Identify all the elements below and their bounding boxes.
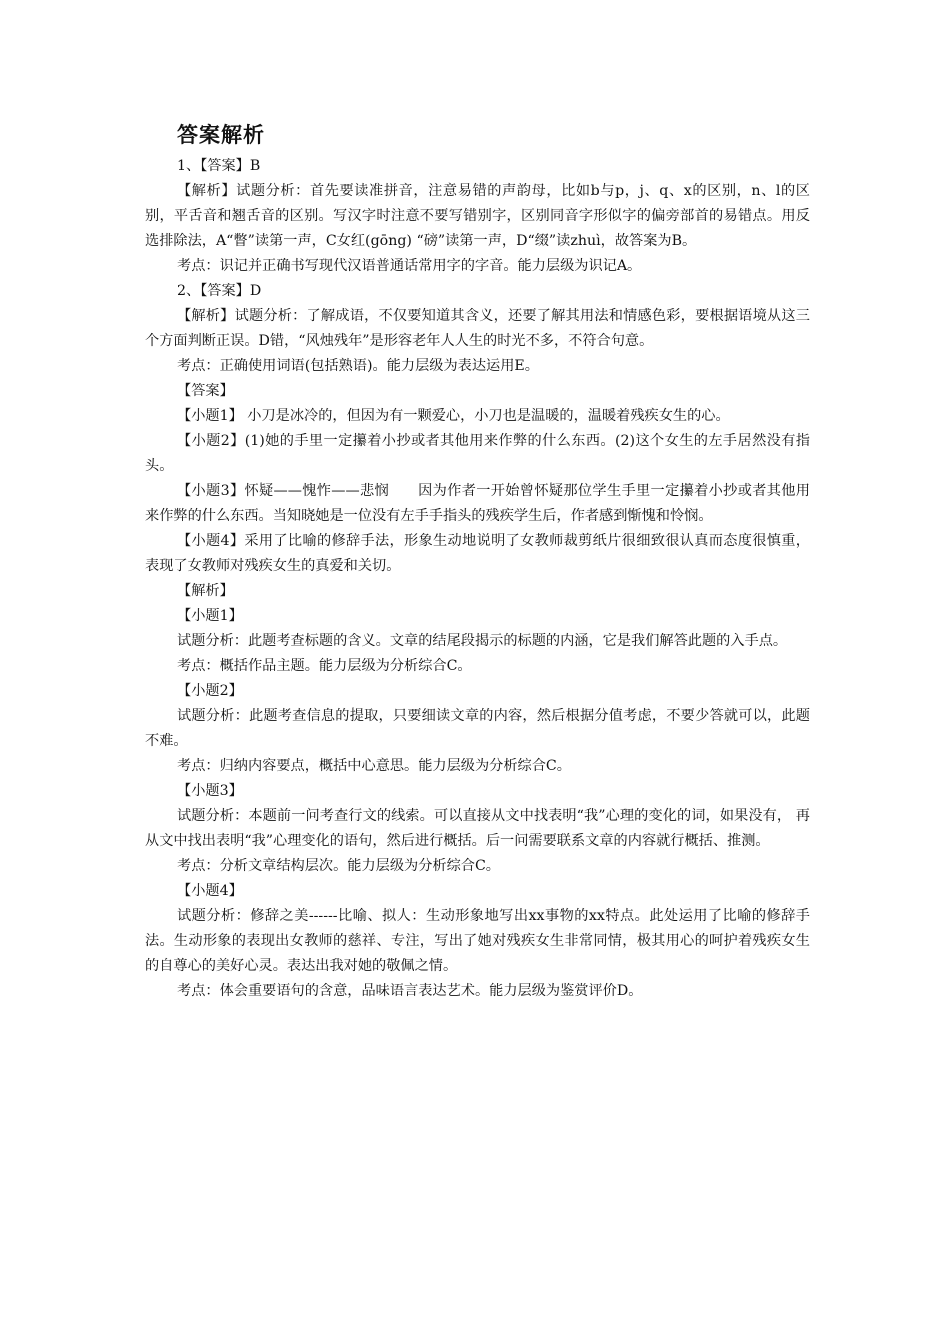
subquestion-3-analysis: 试题分析：本题前一问考查行文的线索。可以直接从文中找表明“我”心理的变化的词，如果没有， 再从文中找出表明“我”心理变化的语句，然后进行概括。后一问需要联系文章的内容就行概括、推测。 (145, 808, 810, 849)
answer-1-kaodian: 考点：识记并正确书写现代汉语普通话常用字的字音。能力层级为识记A。 (177, 258, 642, 274)
subquestion-1-analysis: 试题分析：此题考查标题的含义。文章的结尾段揭示的标题的内涵，它是我们解答此题的入手点。 (177, 633, 788, 649)
subquestion-4-analysis: 试题分析：修辞之美------比喻、拟人：生动形象地写出xx事物的xx特点。此处运用了比喻的修辞手法。生动形象的表现出女教师的慈祥、专注，写出了她对残疾女生非常同情，极其用心的呵护着残疾女生的自尊心的美好心灵。表达出我对她的敬佩之情。 (145, 908, 810, 974)
answer-1-analysis: 【解析】试题分析：首先要读准拼音，注意易错的声韵母，比如b与p，j、q、x的区别，n、l的区别，平舌音和翘舌音的区别。写汉字时注意不要写错别字，区别同音字形似字的偏旁部首的易错点。用反选排除法，A“瞥”读第一声，C女红(gōng) “磅”读第一声，D“缀”读zhuì，故答案为B。 (145, 183, 810, 249)
subquestion-1-kaodian: 考点：概括作品主题。能力层级为分析综合C。 (177, 658, 472, 674)
subquestion-4-heading: 【小题4】 (177, 883, 243, 899)
subquestion-4-answer: 【小题4】采用了比喻的修辞手法，形象生动地说明了女教师裁剪纸片很细致很认真而态度很慎重，表现了女教师对残疾女生的真爱和关切。 (145, 533, 810, 574)
subquestion-2-heading: 【小题2】 (177, 683, 243, 699)
subquestion-2-answer: 【小题2】(1)她的手里一定攥着小抄或者其他用来作弊的什么东西。(2)这个女生的左手居然没有指头。 (145, 433, 810, 474)
analysis-section-heading: 【解析】 (177, 583, 234, 599)
answer-2-kaodian: 考点：正确使用词语(包括熟语)。能力层级为表达运用E。 (177, 358, 539, 374)
document-page (145, 120, 810, 1004)
subquestion-3-heading: 【小题3】 (177, 783, 243, 799)
answer-2-analysis: 【解析】试题分析：了解成语，不仅要知道其含义，还要了解其用法和情感色彩，要根据语境从这三个方面判断正误。D错，“风烛残年”是形容老年人人生的时光不多，不符合句意。 (145, 308, 810, 349)
subquestion-3-kaodian: 考点：分析文章结构层次。能力层级为分析综合C。 (177, 858, 500, 874)
answer-2-label: 2、【答案】D (177, 283, 262, 299)
answer-1-label: 1、【答案】B (177, 158, 261, 174)
page-title: 答案解析 (177, 123, 265, 147)
answer-section-heading: 【答案】 (177, 383, 234, 399)
subquestion-4-kaodian: 考点：体会重要语句的含意，品味语言表达艺术。能力层级为鉴赏评价D。 (177, 983, 643, 999)
subquestion-1-answer: 【小题1】 小刀是冰冷的，但因为有一颗爱心，小刀也是温暖的，温暖着残疾女生的心。 (177, 408, 730, 424)
subquestion-1-heading: 【小题1】 (177, 608, 243, 624)
subquestion-3-answer: 【小题3】怀疑——愧怍——悲悯 因为作者一开始曾怀疑那位学生手里一定攥着小抄或者其他用来作弊的什么东西。当知晓她是一位没有左手手指头的残疾学生后，作者感到惭愧和怜悯。 (145, 483, 810, 524)
subquestion-2-analysis: 试题分析：此题考查信息的提取，只要细读文章的内容，然后根据分值考虑，不要少答就可以，此题不难。 (145, 708, 810, 749)
subquestion-2-kaodian: 考点：归纳内容要点，概括中心意思。能力层级为分析综合C。 (177, 758, 571, 774)
